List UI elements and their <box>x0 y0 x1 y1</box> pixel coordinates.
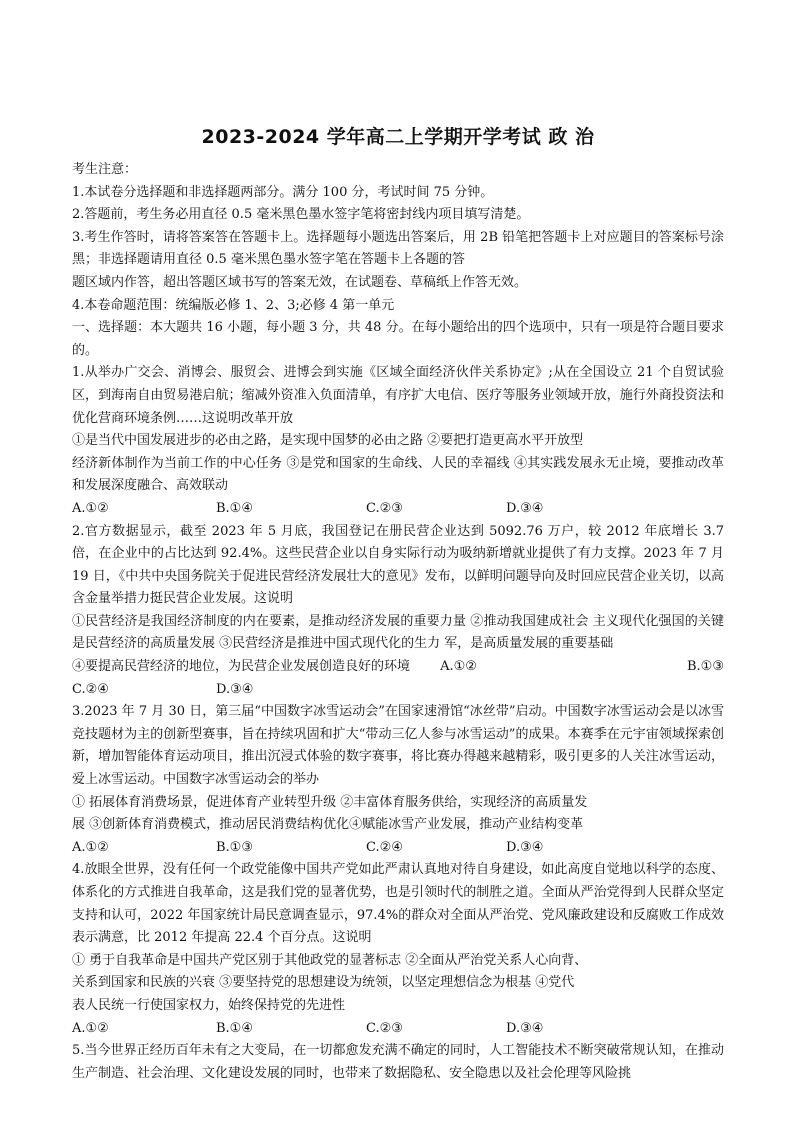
option-d: D.③④ <box>506 1020 544 1036</box>
notice-item: 题区域内作答，超出答题区域书写的答案无效，在试题卷、草稿纸上作答无效。 <box>72 274 528 290</box>
question-stem: 4.放眼全世界，没有任何一个政党能像中国共产党如此严肃认真地对待自身建设，如此高度自觉地以科学的态度、体系化的方式推进自我革命，这是我们党的显著优势，也是引领时代的制胜之道。全面从严治党得到人民群众坚定支持和认可，2022 年国家统计局民意调查显示，97.4%的群众对全面从严治党、党风廉政建设和反腐败工作成效表示满意，比 2012 年提高 22.4 个百分点。这说明 <box>72 862 724 946</box>
question-choice-text: ①民营经济是我国经济制度的内在要素，是推动经济发展的重要力量 ②推动我国建成社会 主义现代化强国的关键是民营经济的高质量发展 ③民营经济是推进中国式现代化的生力 军，是高质量发展的重要基础 <box>72 613 724 652</box>
option-c: C.②③ <box>366 500 403 516</box>
option-b: B.①③ <box>216 839 253 855</box>
option-a: A.①② <box>72 500 109 516</box>
option-d: D.③④ <box>506 500 544 516</box>
question-choice-text: 表人民统一行使国家权力，始终保持党的先进性 <box>72 997 346 1013</box>
choice-with-options <box>72 656 724 679</box>
notice-heading: 考生注意： <box>72 162 138 177</box>
option-c: C.②④ <box>366 839 403 855</box>
option-c: C.②③ <box>366 1020 403 1036</box>
question-stem: 2.官方数据显示，截至 2023 年 5 月底，我国登记在册民营企业达到 5092.76 万户，较 2012 年底增长 3.7 倍，在企业中的占比达到 92.4%。这些民营企业以自身实际行动为吸纳新增就业提供了有力支撑。2023 年 7 月 19 日，《中共中央国务院关于促进民营经济发展壮大的意见》发布，以鲜明问题导向及时回应民营企业关切，以高含金量举措力挺民营企业发展。这说明 <box>72 523 724 607</box>
question-choice-text: ① 勇于自我革命是中国共产党区别于其他政党的显著标志 ②全面从严治党关系人心向背、 <box>72 952 588 968</box>
section-heading: 一、选择题：本大题共 16 小题，每小题 3 分，共 48 分。在每小题给出的四个选项中，只有一项是符合题目要求的。 <box>72 320 724 358</box>
option-b: B.①③ <box>687 659 724 675</box>
option-b: B.①④ <box>216 1020 253 1036</box>
option-d: D.③④ <box>506 839 544 855</box>
page-title: 2023-2024 学年高二上学期开学考试 政 治 <box>201 126 595 148</box>
option-b: B.①④ <box>216 500 253 516</box>
question-choice-text: ④要提高民营经济的地位，为民营企业发展创造良好的环境 <box>72 659 411 675</box>
answer-options <box>72 837 724 860</box>
option-a: A.①② <box>72 1020 109 1036</box>
option-a: A.①② <box>440 659 477 675</box>
option-a: A.①② <box>72 839 109 855</box>
question-choice-text: ①是当代中国发展进步的必由之路，是实现中国梦的必由之路 ②要把打造更高水平开放型 <box>72 433 584 449</box>
notice-item: 3.考生作答时，请将答案答在答题卡上。选择题每小题选出答案后，用 2B 铅笔把答题卡上对应题目的答案标号涂黑；非选择题请用直径 0.5 毫米黑色墨水签字笔在答题卡上各题的答 <box>72 229 724 268</box>
question-stem: 3.2023 年 7 月 30 日，第三届“中国数字冰雪运动会”在国家速滑馆“冰丝带”启动。中国数字冰雪运动会是以冰雪竞技题材为主的创新型赛事，旨在持续巩固和扩大“带动三亿人参与冰雪运动”的成果。本赛季在元宇宙领域探索创新，增加智能体育运动项目，推出沉浸式体验的数字赛事，将比赛办得越来越精彩，吸引更多的人关注冰雪运动，爱上冰雪运动。中国数字冰雪运动会的举办 <box>72 704 724 788</box>
question-choice-text: 经济新体制作为当前工作的中心任务 ③是党和国家的生命线、人民的幸福线 ④其实践发展永无止境，要推动改革和发展深度融合、高效联动 <box>72 455 724 494</box>
notice-item: 1.本试卷分选择题和非选择题两部分。满分 100 分，考试时间 75 分钟。 <box>72 184 494 200</box>
question-stem: 1.从举办广交会、消博会、服贸会、进博会到实施《区域全面经济伙伴关系协定》;从在全国设立 21 个自贸试验区，到海南自由贸易港启航；缩减外资准入负面清单，有序扩大电信、医疗等服务业领域开放，施行外商投资法和优化营商环境条例……这说明改革开放 <box>72 365 724 426</box>
question-stem: 5.当今世界正经历百年未有之大变局，在一切都愈发充满不确定的同时，人工智能技术不断突破常规认知，在推动生产制造、社会治理、文化建设发展的同时，也带来了数据隐私、安全隐患以及社会伦理等风险挑 <box>72 1043 724 1081</box>
option-d: D.③④ <box>216 681 254 697</box>
notice-item: 4.本卷命题范围：统编版必修 1、2、3;必修 4 第一单元 <box>72 297 395 313</box>
question-choice-text: 展 ③创新体育消费模式，推动居民消费结构优化④赋能冰雪产业发展，推动产业结构变革 <box>72 817 584 833</box>
answer-options <box>72 498 724 521</box>
option-c: C.②④ <box>72 681 109 697</box>
answer-options <box>72 1018 724 1041</box>
answer-options <box>72 679 724 702</box>
exam-page <box>72 122 724 1085</box>
question-choice-text: 关系到国家和民族的兴衰 ③要坚持党的思想建设为统领，以坚定理想信念为根基 ④党代 <box>72 975 575 991</box>
question-choice-text: ① 拓展体育消费场景，促进体育产业转型升级 ②丰富体育服务供给，实现经济的高质量发 <box>72 794 588 810</box>
notice-item: 2.答题前，考生务必用直径 0.5 毫米黑色墨水签字笔将密封线内项目填写清楚。 <box>72 207 530 223</box>
